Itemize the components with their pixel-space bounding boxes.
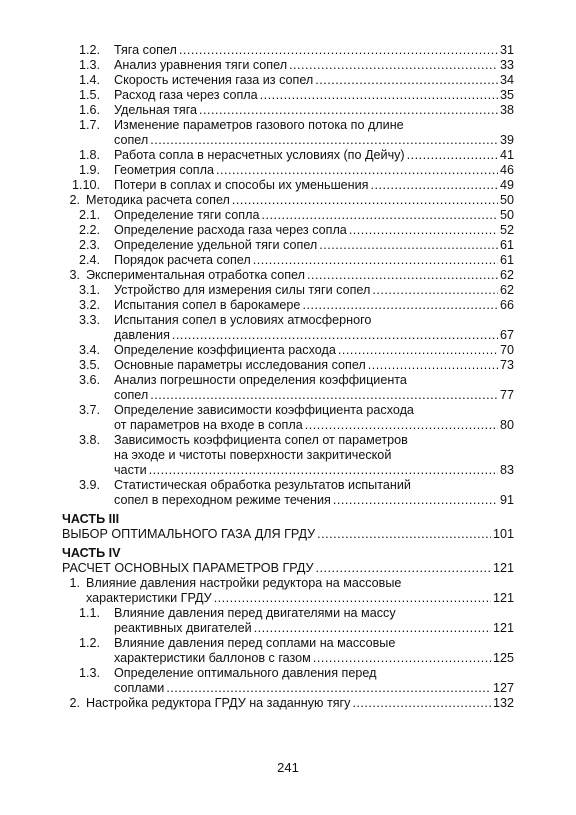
dot-leader bbox=[179, 43, 498, 58]
toc-entry-line bbox=[114, 283, 514, 298]
part3-title: ВЫБОР ОПТИМАЛЬНОГО ГАЗА ДЛЯ ГРДУ bbox=[62, 527, 316, 541]
toc-entry bbox=[62, 223, 514, 238]
toc-entry-page: 38 bbox=[499, 103, 514, 117]
toc-entry-line bbox=[114, 298, 514, 313]
toc-entry-line bbox=[114, 388, 514, 403]
toc-entry-body bbox=[114, 178, 514, 193]
toc-entry-number: 3.1. bbox=[78, 283, 100, 297]
part4-page: 121 bbox=[492, 561, 514, 575]
toc-entry bbox=[62, 636, 514, 666]
toc-entry-number: 1.7. bbox=[78, 118, 100, 132]
toc-entry-title: Испытания сопел в барокамере bbox=[114, 298, 301, 312]
dot-leader bbox=[261, 208, 498, 223]
dot-leader bbox=[352, 696, 491, 711]
toc-entry-page: 73 bbox=[499, 358, 514, 372]
toc-entry-body bbox=[86, 268, 514, 283]
toc-entry-line bbox=[114, 208, 514, 223]
toc-entry-title: Изменение параметров газового потока по длине bbox=[114, 118, 404, 132]
dot-leader bbox=[232, 193, 498, 208]
toc-entry-number: 1.4. bbox=[78, 73, 100, 87]
toc-entry bbox=[62, 118, 514, 148]
toc-part4-section-list bbox=[62, 576, 514, 711]
toc-entry-line bbox=[114, 651, 514, 666]
toc-entry-page: 35 bbox=[499, 88, 514, 102]
toc-entry bbox=[62, 666, 514, 696]
part3-page: 101 bbox=[492, 527, 514, 541]
toc-entry-number: 3.7. bbox=[78, 403, 100, 417]
toc-entry-number: 3.2. bbox=[78, 298, 100, 312]
toc-entry bbox=[62, 43, 514, 58]
toc-entry-body bbox=[114, 403, 514, 433]
toc-entry-line bbox=[114, 373, 514, 388]
toc-entry-line bbox=[114, 103, 514, 118]
toc-entry bbox=[62, 343, 514, 358]
dot-leader bbox=[319, 238, 498, 253]
toc-entry-line bbox=[114, 666, 514, 681]
toc-entry-number: 1.6. bbox=[78, 103, 100, 117]
toc-entry-line bbox=[114, 328, 514, 343]
toc-entry-title: Анализ погрешности определения коэффициента bbox=[114, 373, 407, 387]
toc-entry-body bbox=[114, 148, 514, 163]
toc-entry-title: Геометрия сопла bbox=[114, 163, 214, 177]
toc-entry-line bbox=[114, 313, 514, 328]
toc-entry-body bbox=[114, 373, 514, 403]
toc-entry bbox=[62, 193, 514, 208]
toc-entry-title: Тяга сопел bbox=[114, 43, 177, 57]
dot-leader bbox=[372, 283, 498, 298]
toc-entry-title: Настройка редуктора ГРДУ на заданную тягу bbox=[86, 696, 351, 710]
toc-entry-line bbox=[114, 448, 514, 463]
toc-entry-page: 83 bbox=[499, 463, 514, 477]
toc-entry-title: Определение коэффициента расхода bbox=[114, 343, 336, 357]
dot-leader bbox=[315, 73, 498, 88]
dot-leader bbox=[253, 253, 498, 268]
table-of-contents bbox=[62, 43, 514, 711]
toc-entry-number: 1.2. bbox=[78, 43, 100, 57]
toc-entry-body bbox=[114, 163, 514, 178]
toc-entry-page: 62 bbox=[499, 283, 514, 297]
toc-entry-title: Порядок расчета сопел bbox=[114, 253, 251, 267]
toc-entry-line bbox=[86, 696, 514, 711]
dot-leader bbox=[302, 298, 498, 313]
toc-entry bbox=[62, 103, 514, 118]
toc-entry-number: 2. bbox=[69, 193, 80, 207]
dot-leader bbox=[254, 621, 491, 636]
toc-entry-body bbox=[114, 283, 514, 298]
toc-entry bbox=[62, 253, 514, 268]
toc-entry-page: 33 bbox=[499, 58, 514, 72]
toc-entry-number: 1. bbox=[69, 576, 80, 590]
toc-entry-line bbox=[114, 403, 514, 418]
toc-entry-page: 62 bbox=[499, 268, 514, 282]
toc-entry bbox=[62, 73, 514, 88]
toc-entry bbox=[62, 208, 514, 223]
toc-entry-line bbox=[114, 463, 514, 478]
page-number: 241 bbox=[277, 760, 299, 775]
toc-entry-line bbox=[114, 238, 514, 253]
toc-entry-body bbox=[86, 696, 514, 711]
toc-entry-title: части bbox=[114, 463, 147, 477]
toc-entry bbox=[62, 148, 514, 163]
toc-entry-title: Потери в соплах и способы их уменьшения bbox=[114, 178, 369, 192]
toc-entry-body bbox=[114, 606, 514, 636]
toc-entry-body bbox=[86, 576, 514, 606]
toc-entry-page: 77 bbox=[499, 388, 514, 402]
toc-entry-number: 2. bbox=[69, 696, 80, 710]
toc-entry-line bbox=[114, 118, 514, 133]
toc-entry-title: Определение удельной тяги сопел bbox=[114, 238, 318, 252]
toc-entry-title: сопел bbox=[114, 133, 149, 147]
dot-leader bbox=[333, 493, 498, 508]
toc-entry-line bbox=[86, 268, 514, 283]
toc-entry-body bbox=[114, 73, 514, 88]
toc-entry-title: реактивных двигателей bbox=[114, 621, 252, 635]
toc-entry-body bbox=[114, 636, 514, 666]
toc-entry-body bbox=[114, 358, 514, 373]
toc-entry-number: 3.5. bbox=[78, 358, 100, 372]
toc-entry-body bbox=[114, 118, 514, 148]
toc-entry-page: 61 bbox=[499, 238, 514, 252]
dot-leader bbox=[316, 561, 491, 576]
toc-entry-page: 121 bbox=[492, 591, 514, 605]
toc-entry-page: 67 bbox=[499, 328, 514, 342]
toc-entry-title: от параметров на входе в сопла bbox=[114, 418, 303, 432]
toc-entry-title: характеристики ГРДУ bbox=[86, 591, 212, 605]
toc-entry bbox=[62, 478, 514, 508]
toc-entry bbox=[62, 88, 514, 103]
toc-entry-number: 3.9. bbox=[78, 478, 100, 492]
toc-entry-page: 31 bbox=[499, 43, 514, 57]
dot-leader bbox=[371, 178, 498, 193]
toc-entry-line bbox=[114, 163, 514, 178]
toc-entry-body bbox=[86, 193, 514, 208]
toc-entry-page: 61 bbox=[499, 253, 514, 267]
toc-entry-number: 3. bbox=[69, 268, 80, 282]
part4-heading: ЧАСТЬ IV bbox=[62, 546, 121, 560]
dot-leader bbox=[349, 223, 498, 238]
toc-entry-title: Экспериментальная отработка сопел bbox=[86, 268, 305, 282]
toc-entry-line bbox=[114, 493, 514, 508]
toc-entry-body bbox=[114, 43, 514, 58]
toc-entry-number: 1.9. bbox=[78, 163, 100, 177]
toc-entry-line bbox=[114, 343, 514, 358]
toc-entry-number: 2.2. bbox=[78, 223, 100, 237]
toc-entry bbox=[62, 268, 514, 283]
dot-leader bbox=[149, 463, 498, 478]
toc-entry-line bbox=[114, 58, 514, 73]
toc-entry-line bbox=[114, 606, 514, 621]
toc-entry-page: 127 bbox=[492, 681, 514, 695]
toc-entry bbox=[62, 403, 514, 433]
part3-heading: ЧАСТЬ III bbox=[62, 512, 120, 526]
dot-leader bbox=[407, 148, 498, 163]
toc-entry bbox=[62, 58, 514, 73]
toc-entry-number: 1.10. bbox=[71, 178, 100, 192]
toc-entry bbox=[62, 238, 514, 253]
dot-leader bbox=[260, 88, 498, 103]
toc-entry-title: Определение оптимального давления перед bbox=[114, 666, 377, 680]
toc-entry-number: 2.3. bbox=[78, 238, 100, 252]
toc-entry-body bbox=[114, 88, 514, 103]
toc-entry-title: Анализ уравнения тяги сопел bbox=[114, 58, 288, 72]
toc-entry-page: 41 bbox=[499, 148, 514, 162]
toc-entry-number: 2.4. bbox=[78, 253, 100, 267]
dot-leader bbox=[307, 268, 498, 283]
toc-entry-line bbox=[114, 223, 514, 238]
toc-entry-number: 1.8. bbox=[78, 148, 100, 162]
toc-entry bbox=[62, 373, 514, 403]
toc-entry-title: Работа сопла в нерасчетных условиях (по Дейчу) bbox=[114, 148, 405, 162]
toc-entry-body bbox=[114, 666, 514, 696]
toc-entry-body bbox=[114, 343, 514, 358]
toc-entry-line bbox=[86, 193, 514, 208]
toc-entry-title: Основные параметры исследования сопел bbox=[114, 358, 366, 372]
toc-entry-line bbox=[114, 178, 514, 193]
toc-entry-line bbox=[114, 478, 514, 493]
toc-entry-line bbox=[114, 43, 514, 58]
toc-entry-number: 3.6. bbox=[78, 373, 100, 387]
dot-leader bbox=[199, 103, 498, 118]
dot-leader bbox=[368, 358, 498, 373]
toc-entry-title: Скорость истечения газа из сопел bbox=[114, 73, 314, 87]
toc-entry-line bbox=[114, 253, 514, 268]
toc-entry-page: 52 bbox=[499, 223, 514, 237]
toc-entry-page: 50 bbox=[499, 193, 514, 207]
part3-title-line bbox=[62, 527, 514, 542]
toc-entry-line bbox=[86, 576, 514, 591]
toc-entry-title: соплами bbox=[114, 681, 165, 695]
toc-entry-page: 91 bbox=[499, 493, 514, 507]
toc-entry-page: 132 bbox=[492, 696, 514, 710]
toc-entry-page: 46 bbox=[499, 163, 514, 177]
toc-entry-title: Устройство для измерения силы тяги сопел bbox=[114, 283, 371, 297]
toc-entry bbox=[62, 358, 514, 373]
toc-entry bbox=[62, 178, 514, 193]
toc-entry-title: Определение расхода газа через сопла bbox=[114, 223, 347, 237]
toc-entry-line bbox=[114, 73, 514, 88]
toc-entry-title: Зависимость коэффициента сопел от параметров bbox=[114, 433, 408, 447]
toc-entry-line bbox=[114, 418, 514, 433]
toc-entry-number: 1.1. bbox=[78, 606, 100, 620]
toc-entry-page: 39 bbox=[499, 133, 514, 147]
toc-entry-line bbox=[114, 133, 514, 148]
toc-entry-body bbox=[114, 58, 514, 73]
toc-entry-line bbox=[114, 681, 514, 696]
toc-entry-title: Удельная тяга bbox=[114, 103, 198, 117]
toc-entry-title: характеристики баллонов с газом bbox=[114, 651, 311, 665]
toc-entry-body bbox=[114, 223, 514, 238]
toc-entry-title: Расход газа через сопла bbox=[114, 88, 258, 102]
part4-title: РАСЧЕТ ОСНОВНЫХ ПАРАМЕТРОВ ГРДУ bbox=[62, 561, 314, 575]
toc-entry-title: Влияние давления перед двигателями на массу bbox=[114, 606, 396, 620]
dot-leader bbox=[313, 651, 491, 666]
toc-entry-page: 125 bbox=[492, 651, 514, 665]
toc-entry-page: 80 bbox=[499, 418, 514, 432]
toc-entry-body bbox=[114, 238, 514, 253]
toc-entry-number: 1.3. bbox=[78, 666, 100, 680]
dot-leader bbox=[172, 328, 498, 343]
toc-entry bbox=[62, 696, 514, 711]
toc-part2-section-list bbox=[62, 43, 514, 508]
toc-entry bbox=[62, 283, 514, 298]
toc-entry-body bbox=[114, 313, 514, 343]
toc-entry bbox=[62, 606, 514, 636]
dot-leader bbox=[338, 343, 498, 358]
toc-entry-page: 121 bbox=[492, 621, 514, 635]
toc-entry bbox=[62, 313, 514, 343]
dot-leader bbox=[216, 163, 498, 178]
toc-entry bbox=[62, 576, 514, 606]
toc-entry-body bbox=[114, 253, 514, 268]
toc-entry-number: 2.1. bbox=[78, 208, 100, 222]
toc-entry-title: сопел bbox=[114, 388, 149, 402]
toc-entry-page: 70 bbox=[499, 343, 514, 357]
toc-entry bbox=[62, 433, 514, 478]
toc-entry-line bbox=[86, 591, 514, 606]
toc-entry-page: 34 bbox=[499, 73, 514, 87]
toc-entry-title: Определение тяги сопла bbox=[114, 208, 260, 222]
toc-entry-line bbox=[114, 636, 514, 651]
toc-entry-number: 3.8. bbox=[78, 433, 100, 447]
toc-entry-title: давления bbox=[114, 328, 170, 342]
dot-leader bbox=[214, 591, 491, 606]
toc-entry-body bbox=[114, 103, 514, 118]
toc-entry-number: 3.4. bbox=[78, 343, 100, 357]
dot-leader bbox=[150, 133, 498, 148]
toc-entry-number: 1.3. bbox=[78, 58, 100, 72]
toc-entry-body bbox=[114, 208, 514, 223]
toc-entry-title: Статистическая обработка результатов испытаний bbox=[114, 478, 411, 492]
dot-leader bbox=[166, 681, 491, 696]
dot-leader bbox=[150, 388, 498, 403]
dot-leader bbox=[289, 58, 498, 73]
toc-entry-title: Методика расчета сопел bbox=[86, 193, 230, 207]
toc-entry-number: 1.5. bbox=[78, 88, 100, 102]
toc-entry-line bbox=[114, 358, 514, 373]
dot-leader bbox=[305, 418, 498, 433]
toc-entry-title: сопел в переходном режиме течения bbox=[114, 493, 331, 507]
toc-entry-page: 66 bbox=[499, 298, 514, 312]
toc-entry-body bbox=[114, 433, 514, 478]
toc-entry-body bbox=[114, 298, 514, 313]
toc-entry-page: 50 bbox=[499, 208, 514, 222]
toc-entry-line bbox=[114, 621, 514, 636]
toc-entry-line bbox=[114, 433, 514, 448]
toc-entry-title: Влияние давления перед соплами на массовые bbox=[114, 636, 396, 650]
toc-entry bbox=[62, 298, 514, 313]
toc-entry-title: на эходе и чистоты поверхности закритической bbox=[114, 448, 392, 462]
toc-entry-number: 1.2. bbox=[78, 636, 100, 650]
toc-entry-line bbox=[114, 148, 514, 163]
dot-leader bbox=[317, 527, 491, 542]
toc-entry bbox=[62, 163, 514, 178]
toc-entry-number: 3.3. bbox=[78, 313, 100, 327]
toc-entry-line bbox=[114, 88, 514, 103]
toc-entry-body bbox=[114, 478, 514, 508]
part4-title-line bbox=[62, 561, 514, 576]
toc-entry-title: Определение зависимости коэффициента расхода bbox=[114, 403, 414, 417]
toc-entry-title: Влияние давления настройки редуктора на массовые bbox=[86, 576, 402, 590]
toc-entry-title: Испытания сопел в условиях атмосферного bbox=[114, 313, 372, 327]
toc-entry-page: 49 bbox=[499, 178, 514, 192]
